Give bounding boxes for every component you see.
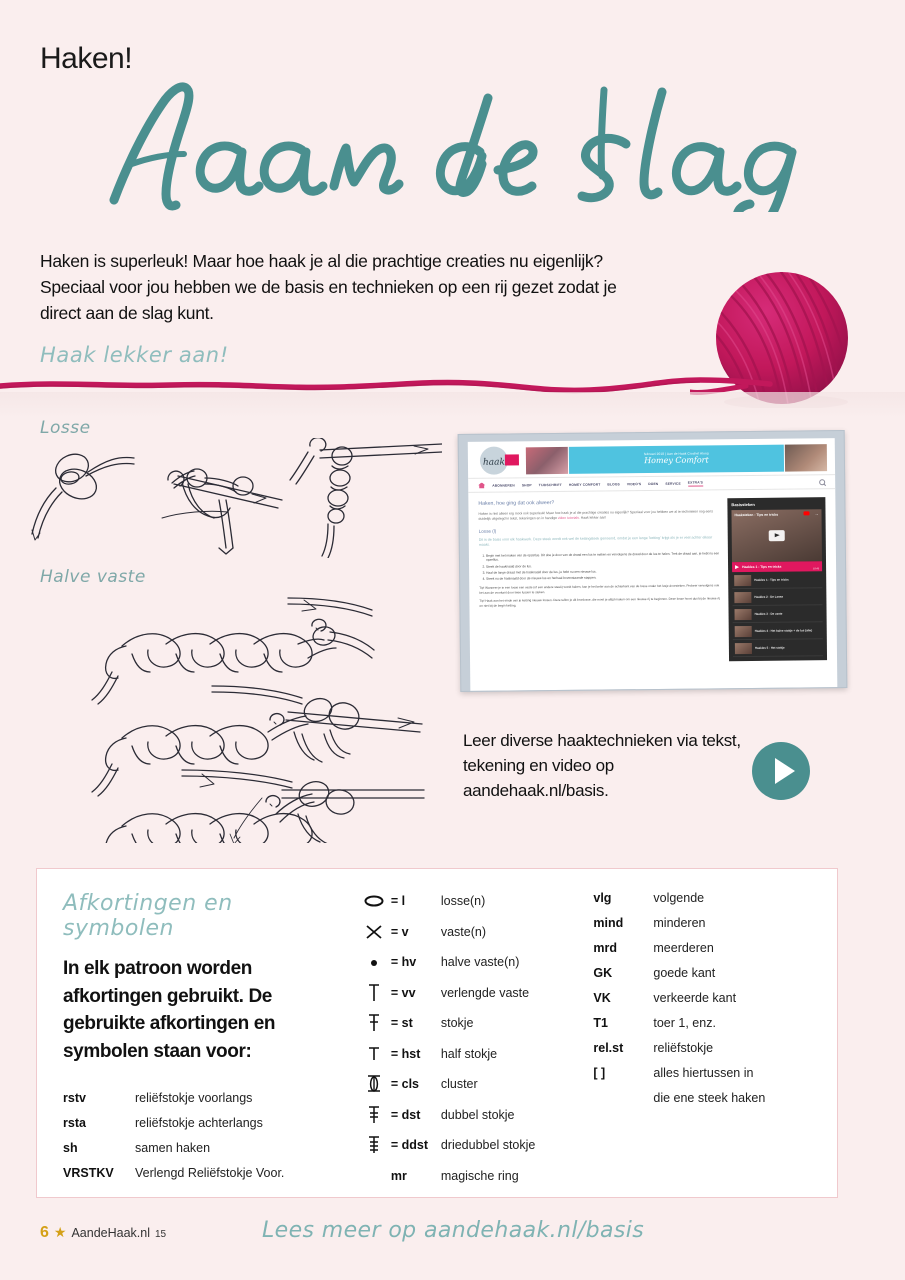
play-button-icon[interactable] bbox=[752, 742, 810, 800]
abbr-key: mind bbox=[593, 916, 624, 930]
abbr-value: die ene steek haken bbox=[653, 1091, 766, 1105]
home-icon[interactable] bbox=[478, 482, 485, 488]
nav-item-videos[interactable]: VIDEO'S bbox=[626, 481, 642, 486]
website-logo[interactable] bbox=[478, 445, 520, 475]
symbol-code: = hv bbox=[390, 955, 417, 969]
article-tip-1: Tip! Wanneer je in een losse een vaste (of een andere steek) wordt haken, kan je het beter aan de achterkant van de losse onder het lusje doorsteken. Probeer vervolgens ook het aan de voorkant door twee lussen te steken. bbox=[479, 583, 720, 595]
cta-text: Leer diverse haaktechnieken via tekst, tekening en video op aandehaak.nl/basis. bbox=[463, 731, 741, 800]
symbol-description: losse(n) bbox=[440, 894, 486, 908]
website-banner[interactable] bbox=[526, 444, 827, 474]
video-thumbnail bbox=[735, 642, 752, 653]
shelf-shadow bbox=[0, 392, 905, 418]
now-playing-bar[interactable] bbox=[732, 561, 822, 572]
halve-vaste-illustration bbox=[62, 588, 462, 843]
abbr-value: verkeerde kant bbox=[653, 991, 737, 1005]
table-row bbox=[593, 1016, 811, 1030]
website-viewport bbox=[468, 438, 838, 691]
abbr-value: samen haken bbox=[135, 1141, 211, 1155]
list-item[interactable] bbox=[732, 605, 822, 623]
stokje-symbol-icon bbox=[357, 1013, 391, 1033]
website-header bbox=[468, 438, 835, 478]
losse-oval-symbol-icon bbox=[357, 891, 391, 911]
abbr-value: alles hiertussen in bbox=[653, 1066, 754, 1080]
website-body bbox=[468, 489, 837, 664]
video-thumbnail bbox=[735, 625, 752, 636]
abbr-key: mrd bbox=[593, 941, 617, 955]
symbol-code: = v bbox=[390, 924, 409, 939]
article-paragraph-1 bbox=[478, 509, 719, 522]
abbr-value: reliëfstokje bbox=[653, 1041, 714, 1055]
abbreviations-columns bbox=[63, 891, 811, 1196]
vaste-cross-symbol-icon bbox=[357, 922, 391, 942]
playlist-item-title: Haakles 2 - De Losse bbox=[754, 594, 784, 599]
symbol-code: = vv bbox=[390, 985, 416, 1000]
table-row bbox=[593, 1066, 811, 1080]
abbr-key: vlg bbox=[593, 891, 612, 905]
playlist-item-title: Haakles 3 - De vaste bbox=[754, 611, 783, 616]
abbreviations-lead: In elk patroon worden afkortingen gebruikt. De gebruikte afkortingen en symbolen staan voor: bbox=[63, 958, 276, 1062]
table-row bbox=[357, 891, 594, 911]
website-article bbox=[478, 498, 721, 664]
symbol-description: driedubbel stokje bbox=[440, 1138, 536, 1152]
footer-issue-number: 15 bbox=[155, 1229, 167, 1240]
banner-center bbox=[569, 444, 784, 473]
list-item: 3. Haal de lange draad met de haaknaald door de lus, je hebt nu een nieuwe lus. bbox=[486, 568, 720, 575]
banner-image-left bbox=[526, 446, 568, 473]
abbr-key: rsta bbox=[63, 1116, 86, 1130]
abbreviations-title: Afkortingen en symbolen bbox=[63, 891, 233, 941]
symbol-code: = ddst bbox=[390, 1138, 429, 1152]
symbol-code: = st bbox=[390, 1016, 413, 1030]
symbol-description: vaste(n) bbox=[440, 924, 486, 939]
playlist-item-title: Haakles 5 - Het stokje bbox=[754, 645, 785, 650]
article-inline-link[interactable]: video tutorials. bbox=[557, 515, 580, 520]
diagram-label-losse: Losse bbox=[40, 418, 91, 438]
abbr-value: volgende bbox=[653, 891, 705, 905]
now-playing-title: Haakles 1 - Tips en tricks bbox=[742, 564, 782, 570]
now-playing-time: 10:45 bbox=[813, 567, 820, 571]
table-row bbox=[593, 891, 811, 905]
symbol-code: = cls bbox=[390, 1077, 419, 1091]
nav-item-tijdschrift[interactable]: TIJDSCHRIFT bbox=[538, 482, 562, 487]
article-heading: Haken, hoe ging dat ook alweer? bbox=[478, 500, 555, 507]
nav-item-homey-comfort[interactable]: HOMEY COMFORT bbox=[568, 482, 601, 487]
list-item[interactable] bbox=[732, 588, 822, 606]
symbol-description: stokje bbox=[440, 1016, 474, 1030]
table-row bbox=[593, 991, 811, 1005]
star-icon: ★ bbox=[53, 1224, 67, 1240]
video-player[interactable] bbox=[731, 509, 822, 562]
abbreviations-right-column bbox=[593, 891, 811, 1196]
halve-vaste-dot-symbol-icon bbox=[357, 952, 391, 972]
abbr-key: [ ] bbox=[593, 1066, 606, 1080]
symbol-description: verlengde vaste bbox=[440, 985, 530, 1000]
abbr-key: sh bbox=[63, 1141, 78, 1155]
symbol-description: halve vaste(n) bbox=[440, 955, 520, 969]
article-subheading: Losse (l) bbox=[478, 528, 497, 534]
table-row bbox=[63, 1166, 347, 1180]
table-row bbox=[357, 1135, 594, 1155]
abbr-key: VRSTKV bbox=[63, 1166, 114, 1180]
abbr-key: rstv bbox=[63, 1091, 86, 1105]
list-item[interactable] bbox=[733, 622, 823, 640]
nav-item-extras[interactable]: EXTRA'S bbox=[687, 479, 704, 485]
symbol-description: magische ring bbox=[440, 1168, 519, 1183]
nav-item-service[interactable]: SERVICE bbox=[665, 481, 681, 486]
search-icon[interactable] bbox=[819, 479, 825, 485]
nav-item-abonneren[interactable]: ABONNEREN bbox=[492, 482, 515, 488]
table-row bbox=[593, 941, 811, 955]
page-title-script bbox=[96, 72, 816, 212]
table-row bbox=[63, 1141, 347, 1155]
table-row bbox=[63, 1091, 347, 1105]
page-kicker: Haken! bbox=[40, 42, 133, 75]
symbol-code: = hst bbox=[390, 1046, 421, 1061]
abbr-value: Verlengd Reliëfstokje Voor. bbox=[135, 1166, 285, 1180]
table-row bbox=[357, 983, 594, 1003]
handwritten-tagline bbox=[40, 340, 440, 370]
abbr-value: reliëfstokje achterlangs bbox=[135, 1116, 263, 1130]
table-row bbox=[593, 916, 811, 930]
abbr-value: minderen bbox=[653, 916, 706, 930]
youtube-icon bbox=[803, 511, 809, 515]
website-logo-text: haak bbox=[482, 457, 506, 468]
website-screenshot bbox=[458, 430, 848, 692]
list-item[interactable] bbox=[733, 639, 823, 657]
table-row bbox=[357, 1074, 594, 1094]
table-row bbox=[357, 1044, 594, 1064]
abbr-key: VK bbox=[593, 991, 611, 1005]
list-item: 1. Begin met het maken van de opzetlus. Dit doe je door van de draad een lus te maken en vervolgens de draad door de lus te halen. Trek de draad aan, je hebt nu een opzetlus. bbox=[486, 551, 720, 563]
sidebar-heading: Basissteken bbox=[731, 501, 755, 508]
video-thumbnail bbox=[734, 574, 751, 585]
symbol-code: = l bbox=[390, 894, 406, 908]
website-video-sidebar bbox=[727, 497, 827, 661]
table-row bbox=[357, 922, 594, 942]
table-row bbox=[593, 1041, 811, 1055]
list-item: 2. Steek de haaknaald door de lus. bbox=[486, 562, 720, 569]
abbreviations-symbol-column bbox=[357, 891, 594, 1196]
article-teal-paragraph: Dit is de basis voor elk haakwerk. Deze steek wordt ook wel de kettingsteek genoemd, omdat je een lange 'ketting' krijgt als je er veel achter elkaar maakt. bbox=[478, 535, 713, 548]
abbreviations-left-column bbox=[63, 891, 357, 1196]
abbr-value: toer 1, enz. bbox=[653, 1016, 716, 1030]
handwritten-tagline-text: Haak lekker aan! bbox=[40, 343, 229, 367]
abbr-value: meerderen bbox=[653, 941, 714, 955]
nav-item-shop[interactable]: SHOP bbox=[521, 482, 532, 487]
diagram-label-halve-vaste: Halve vaste bbox=[40, 567, 146, 587]
share-icon[interactable]: → bbox=[814, 511, 819, 517]
table-row bbox=[593, 1091, 811, 1105]
footer-site-name: AandeHaak.nl bbox=[71, 1226, 150, 1240]
symbol-description: half stokje bbox=[440, 1046, 498, 1061]
nav-item-doen[interactable]: DOEN bbox=[648, 481, 659, 486]
half-stokje-symbol-icon bbox=[357, 1044, 391, 1064]
play-triangle bbox=[775, 758, 795, 784]
article-tip-2: Tip! Haak aan het einde van je ketting nieuwe lossen. Deze tellen je dit bronlosse, die moet je altijd maken om een nieuwe rij te beginnen. Deze losse hoort dus bij de nieuwe rij en niet bij de begin ketting. bbox=[479, 596, 720, 608]
no-symbol-placeholder bbox=[357, 1166, 391, 1186]
table-row bbox=[357, 1013, 594, 1033]
banner-image-right bbox=[785, 444, 827, 471]
video-thumbnail bbox=[735, 608, 752, 619]
article-paragraph-1-end: Haak lekker aan! bbox=[580, 515, 607, 520]
table-row bbox=[593, 966, 811, 980]
banner-line-1: februari 2018 | Aan de Haak Crochet Along bbox=[644, 451, 709, 456]
page-footer bbox=[40, 1224, 166, 1242]
article-paragraph-1-text: Haken is niet alleen erg mooi ook superleuk! Maar hoe haak je al die prachtige creaties nu eigenlijk? Speciaal voor jou hebben we al te technieken nog eens duidelijk uitgelegd in tekst, tekeningen en in handige bbox=[478, 509, 713, 521]
play-icon[interactable] bbox=[769, 530, 785, 541]
table-row bbox=[63, 1116, 347, 1130]
table-row bbox=[357, 952, 594, 972]
verlengde-vaste-tee-symbol-icon bbox=[357, 983, 391, 1003]
abbr-value: reliëfstokje voorlangs bbox=[135, 1091, 253, 1105]
play-triangle-icon bbox=[735, 565, 739, 569]
page-number: 6 bbox=[40, 1224, 49, 1241]
symbol-description: cluster bbox=[440, 1077, 478, 1091]
playlist-item-title: Haakles 4 - Het halve stokje + de lus (afm) bbox=[754, 628, 813, 633]
video-title: Haaksteken - Tips en tricks bbox=[734, 512, 779, 518]
symbol-description: dubbel stokje bbox=[440, 1107, 515, 1122]
cluster-symbol-icon bbox=[357, 1074, 391, 1094]
table-row bbox=[357, 1105, 594, 1125]
abbreviations-box bbox=[36, 868, 838, 1198]
symbol-code: mr bbox=[390, 1168, 407, 1183]
losse-illustration bbox=[22, 438, 442, 558]
abbr-key: rel.st bbox=[593, 1041, 624, 1055]
intro-paragraph: Haken is superleuk! Maar hoe haak je al die prachtige creaties nu eigenlijk? Speciaal voor jou hebben we de basis en technieken op een rij gezet zodat je direct aan de slag kunt. bbox=[40, 251, 617, 323]
driedubbel-stokje-symbol-icon bbox=[357, 1135, 391, 1155]
nav-item-blogs[interactable]: BLOGS bbox=[607, 481, 620, 486]
playlist-item-title: Haakles 1 - Tips en tricks bbox=[754, 577, 789, 582]
symbol-code: = dst bbox=[390, 1107, 421, 1122]
abbr-value: goede kant bbox=[653, 966, 716, 980]
footer-cta-text: Lees meer op aandehaak.nl/basis bbox=[262, 1218, 645, 1243]
list-item[interactable] bbox=[732, 571, 822, 589]
table-row bbox=[357, 1166, 594, 1186]
list-item: 4. Steek nu de haaknaald door de nieuwe lus en herhaal bovenstaande stappen. bbox=[486, 574, 720, 581]
video-thumbnail bbox=[734, 591, 751, 602]
abbr-key: GK bbox=[593, 966, 613, 980]
article-steps-list bbox=[486, 551, 720, 581]
abbr-key: T1 bbox=[593, 1016, 608, 1030]
dubbel-stokje-symbol-icon bbox=[357, 1105, 391, 1125]
banner-line-2: Homey Comfort bbox=[644, 455, 709, 466]
